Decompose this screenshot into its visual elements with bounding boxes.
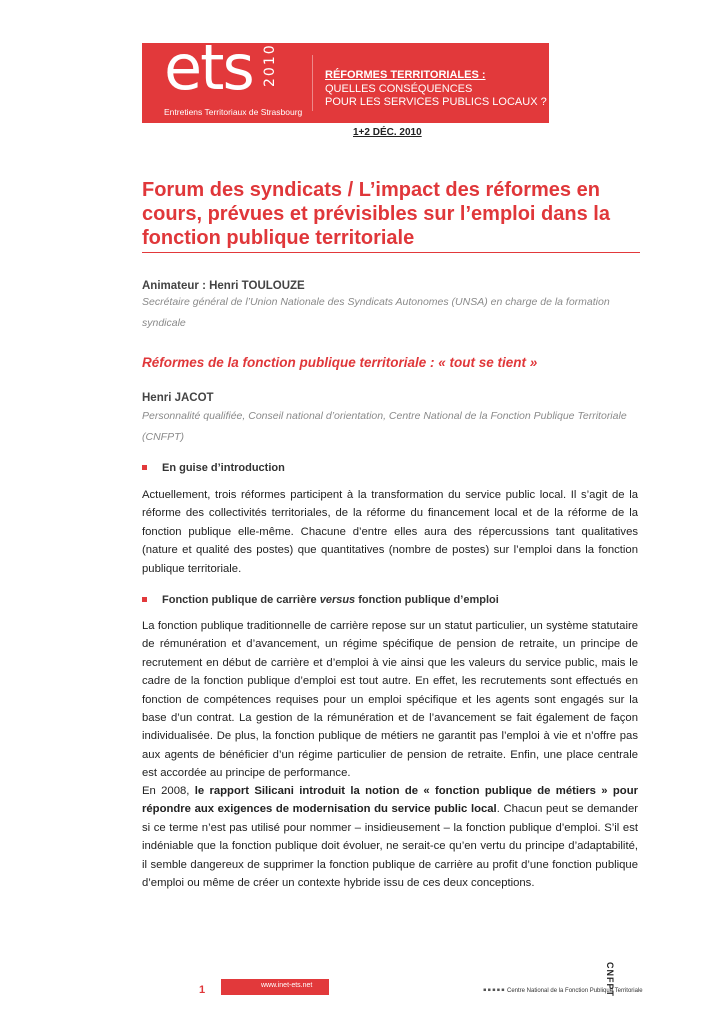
speaker-role: Personnalité qualifiée, Conseil national d’orientation, Centre National de la Fonction Publique Territoriale (CNFPT) [142,410,627,443]
cnfpt-logo-dots: ▪▪▪▪▪ [483,985,506,996]
ets-logo: ets [164,43,253,104]
bullet-label-part1: Fonction publique de carrière [162,594,320,606]
paragraph-rapport-silicani [142,782,638,892]
bullet-heading-introduction [142,462,285,474]
page-number: 1 [199,984,206,996]
bullet-heading-fonction-publique [142,594,499,606]
banner-subtitle-line1: QUELLES CONSÉQUENCES [325,83,473,95]
speaker-name: Henri JACOT [142,392,214,404]
animator-name: Animateur : Henri TOULOUZE [142,280,305,292]
event-date: 1+2 DÉC. 2010 [353,127,422,138]
page-title: Forum des syndicats / L’impact des réformes en cours, prévues et prévisibles sur l’emploi dans la fonction publique territoriale [142,179,610,249]
para3-part1: En 2008, [142,785,195,797]
logo-subtitle: Entretiens Territoriaux de Strasbourg [164,107,303,117]
bullet-label: En guise d’introduction [162,462,285,474]
cnfpt-logo-text: CNFPT [605,962,615,997]
paragraph-introduction: Actuellement, trois réformes participent à la transformation du service public local. Il s’agit de la réforme des collectivités territoriales, de la réforme du financement local et de la réforme de la fonction publique elle-même. Chacune d’entre elles aura des répercussions tant qualitatives (nature et qualité des postes) que quantitatives (nombre de postes) sur l’emploi dans la fonction publique territoriale. [142,489,638,575]
footer-url-box [221,979,329,995]
bullet-square-icon [142,597,147,602]
cnfpt-caption: Centre National de la Fonction Publique Territoriale [507,988,643,994]
bullet-square-icon [142,465,147,470]
paragraph-carriere-vs-emploi: La fonction publique traditionnelle de carrière repose sur un statut particulier, un système statutaire de rémunération et d’avancement, un régime spécifique de pension de retraite, un principe de recrutement en début de carrière et d’emploi à vie ainsi que les valeurs du service public, mais le cadre de la fonction publique d’emploi est tout autre. En effet, les recrutements sont effectués en fonction de compétences requises pour un emploi spécifique et les agents sont engagés sur la base d’un contrat. La gestion de la rémunération et de l’avancement se fait également de façon individualisée. De plus, la fonction publique de métiers ne garantit pas l’emploi à vie et n’offre pas aux agents de bénéficier d’un régime particulier de pension de retraite. Enfin, une place centrale est accordée au principe de performance. [142,620,638,780]
banner-divider [312,55,313,111]
para3-part3: . Chacun peut se demander si ce terme n’est pas utilisé pour nommer – insidieusement – la fonction publique d’emploi. S’il est indéniable que la fonction publique doit évoluer, ne serait-ce qu’en vertu du principe d’adaptabilité, il semble dangereux de supprimer la fonction publique de carrière au profit d’une fonction publique d’emploi ou même de créer un contexte hybride issu de ces deux conceptions. [142,803,638,890]
bullet-label-versus: versus [319,594,356,606]
header-banner [142,43,549,123]
footer-url-link[interactable]: www.inet-ets.net [261,982,313,989]
logo-year: 2010 [262,43,278,87]
para3-bold: le rapport Silicani introduit la notion de « fonction publique de métiers » pour répondre aux exigences de modernisation du service public local [142,785,638,816]
event-date-box [345,123,549,145]
section-heading: Réformes de la fonction publique territoriale : « tout se tient » [142,355,538,370]
bullet-label-part3: fonction publique d’emploi [355,594,499,606]
animator-role: Secrétaire général de l’Union Nationale des Syndicats Autonomes (UNSA) en charge de la formation syndicale [142,296,610,329]
title-divider [142,252,640,253]
banner-subtitle-line2: POUR LES SERVICES PUBLICS LOCAUX ? [325,96,547,108]
banner-title: RÉFORMES TERRITORIALES : [325,69,486,81]
